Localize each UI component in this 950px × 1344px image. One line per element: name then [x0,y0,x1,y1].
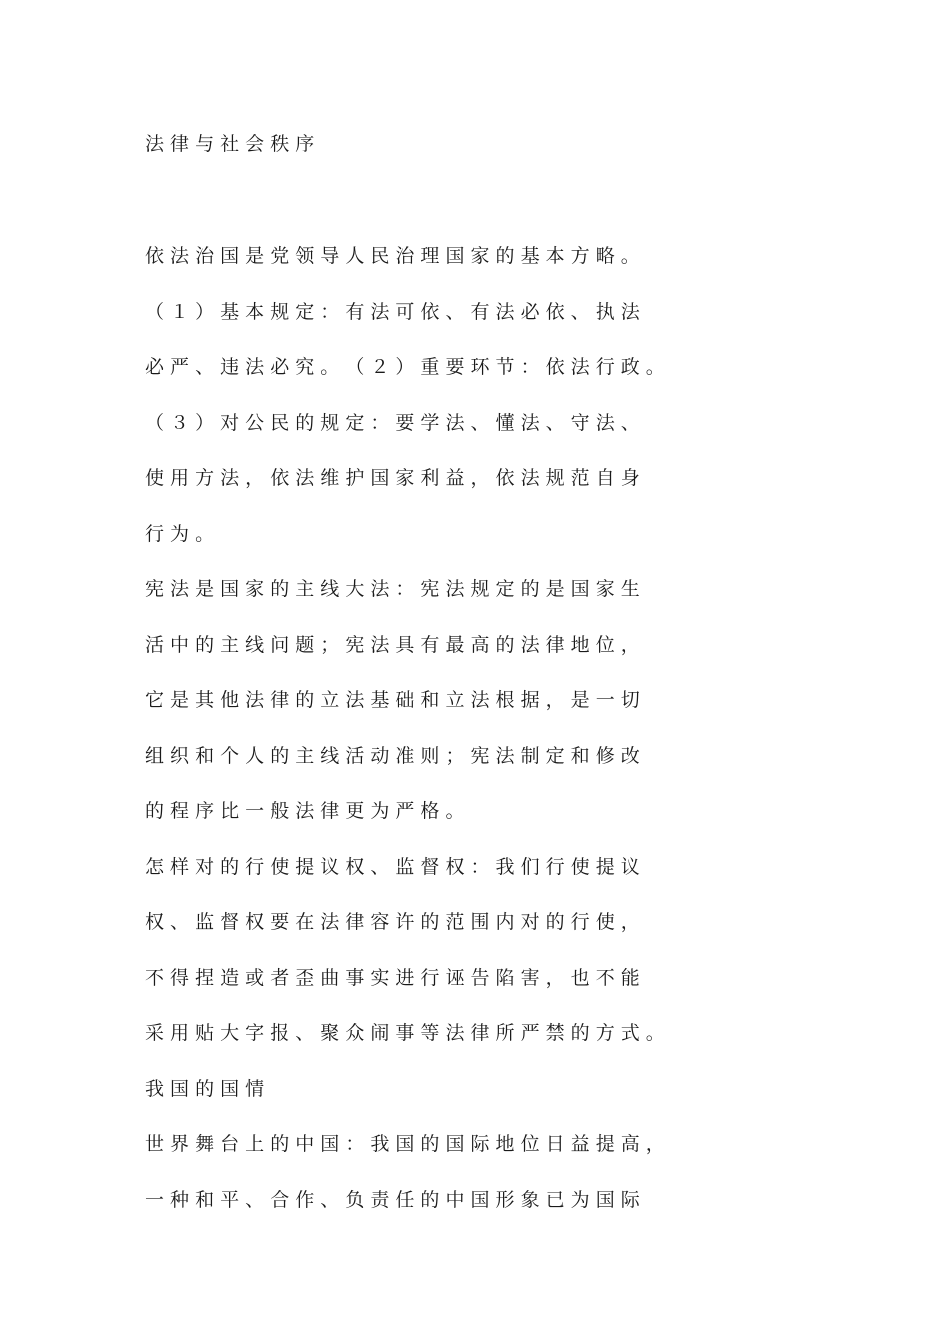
section-heading: 我 国 的 国 情 [145,1078,265,1100]
text-line: 必 严 、 违 法 必 究 。 （ ２ ） 重 要 环 节 ： 依 法 行 政 。 [145,356,665,378]
text-line: （ １ ） 基 本 规 定 ： 有 法 可 依 、 有 法 必 依 、 执 法 [145,301,640,323]
text-line: 宪 法 是 国 家 的 主 线 大 法 ： 宪 法 规 定 的 是 国 家 生 [145,578,640,600]
text-line: 权 、 监 督 权 要 在 法 律 容 许 的 范 围 内 对 的 行 使 ， [145,911,640,933]
text-line: 怎 样 对 的 行 使 提 议 权 、 监 督 权 ： 我 们 行 使 提 议 [145,856,640,878]
text-line: 组 织 和 个 人 的 主 线 活 动 准 则 ； 宪 法 制 定 和 修 改 [145,745,640,767]
text-line: （ ３ ） 对 公 民 的 规 定 ： 要 学 法 、 懂 法 、 守 法 、 [145,412,640,434]
text-line: 不 得 捏 造 或 者 歪 曲 事 实 进 行 诬 告 陷 害 ， 也 不 能 [145,967,640,989]
document-title: 法 律 与 社 会 秩 序 [145,133,315,155]
text-line: 世 界 舞 台 上 的 中 国 ： 我 国 的 国 际 地 位 日 益 提 高 ， [145,1133,665,1155]
text-line: 依 法 治 国 是 党 领 导 人 民 治 理 国 家 的 基 本 方 略 。 [145,245,640,267]
text-line: 活 中 的 主 线 问 题 ； 宪 法 具 有 最 高 的 法 律 地 位 ， [145,634,640,656]
text-line: 一 种 和 平 、 合 作 、 负 责 任 的 中 国 形 象 已 为 国 际 [145,1189,640,1211]
text-line: 使 用 方 法 ， 依 法 维 护 国 家 利 益 ， 依 法 规 范 自 身 [145,467,640,489]
text-line: 采 用 贴 大 字 报 、 聚 众 闹 事 等 法 律 所 严 禁 的 方 式 。 [145,1022,665,1044]
text-line: 的 程 序 比 一 般 法 律 更 为 严 格 。 [145,800,465,822]
text-line: 行 为 。 [145,523,215,545]
text-line: 它 是 其 他 法 律 的 立 法 基 础 和 立 法 根 据 ， 是 一 切 [145,689,640,711]
